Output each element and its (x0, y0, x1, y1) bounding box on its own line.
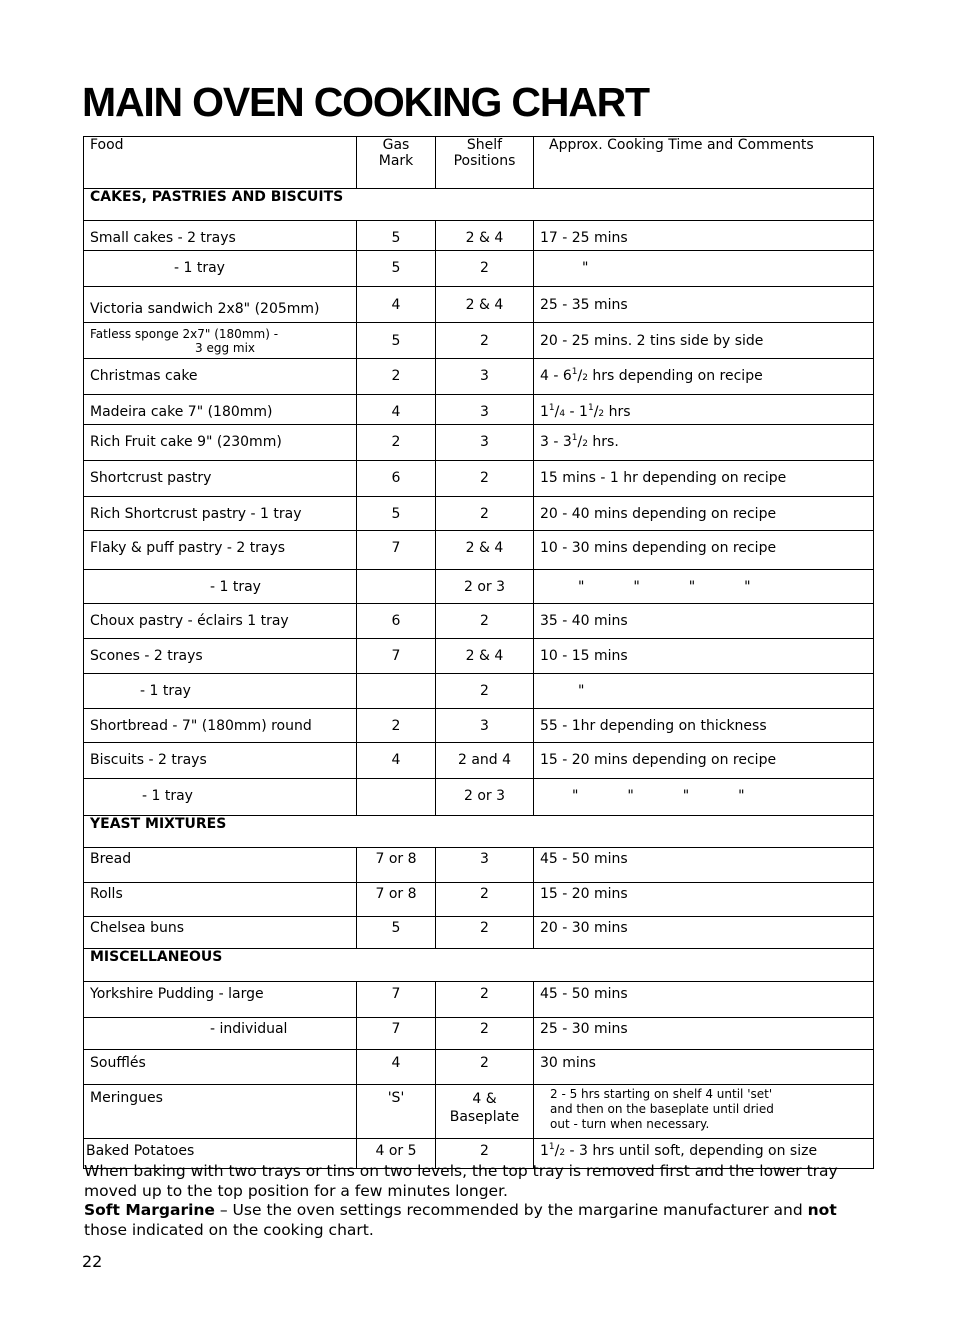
gas-cell: 4 (357, 743, 436, 779)
time-cell: $1^1/2 - 3$ hrs until soft, depending on size (534, 1139, 874, 1169)
shelf-cell: 2 (436, 982, 534, 1018)
header-food: Food (84, 137, 357, 189)
time-cell: 55 - 1hr depending on thickness (534, 709, 874, 743)
table-row (84, 531, 874, 570)
header-gas-mark: Gas Mark (357, 137, 436, 189)
gas-cell: 4 or 5 (357, 1139, 436, 1169)
time-cell: 25 - 30 mins (534, 1018, 874, 1050)
time-cell: " (534, 251, 874, 287)
gas-cell (357, 779, 436, 816)
page-number: 22 (82, 1252, 103, 1271)
food-cell: Soufflés (84, 1050, 357, 1085)
page-title: MAIN OVEN COOKING CHART (82, 79, 649, 125)
shelf-cell: 2 (436, 1050, 534, 1085)
food-cell: Shortcrust pastry (84, 461, 357, 497)
section-misc: MISCELLANEOUS (84, 949, 874, 982)
gas-cell: 4 (357, 1050, 436, 1085)
gas-cell: 6 (357, 461, 436, 497)
time-cell: 20 - 30 mins (534, 917, 874, 949)
gas-cell: 7 (357, 639, 436, 674)
shelf-cell: 2 or 3 (436, 570, 534, 604)
time-cell: 35 - 40 mins (534, 604, 874, 639)
time-cell: " " " " (534, 570, 874, 604)
gas-cell: 7 (357, 982, 436, 1018)
gas-cell: 2 (357, 425, 436, 461)
food-cell: Christmas cake (84, 359, 357, 395)
time-cell: 10 - 15 mins (534, 639, 874, 674)
shelf-cell: 3 (436, 395, 534, 425)
table-row (84, 570, 874, 604)
food-cell: - 1 tray (84, 570, 357, 604)
food-cell: Fatless sponge 2x7" (180mm) - 3 egg mix (84, 323, 357, 359)
gas-cell: 'S' (357, 1085, 436, 1139)
table-row (84, 1018, 874, 1050)
table-row (84, 709, 874, 743)
table-row (84, 497, 874, 531)
shelf-cell: 2 (436, 323, 534, 359)
food-cell: Chelsea buns (84, 917, 357, 949)
shelf-cell: 4 & Baseplate (436, 1085, 534, 1139)
food-cell: Bread (84, 848, 357, 883)
table-row (84, 982, 874, 1018)
shelf-cell: 2 (436, 1018, 534, 1050)
section-row (84, 189, 874, 221)
time-cell: " " " " (534, 779, 874, 816)
gas-cell: 5 (357, 917, 436, 949)
food-cell: Shortbread - 7" (180mm) round (84, 709, 357, 743)
food-cell: Yorkshire Pudding - large (84, 982, 357, 1018)
time-cell: " (534, 674, 874, 709)
food-cell: Choux pastry - éclairs 1 tray (84, 604, 357, 639)
food-cell: - 1 tray (84, 674, 357, 709)
food-cell: Victoria sandwich 2x8" (205mm) (84, 287, 357, 323)
food-cell: - 1 tray (84, 779, 357, 816)
shelf-cell: 3 (436, 848, 534, 883)
gas-cell: 7 (357, 531, 436, 570)
time-cell: 25 - 35 mins (534, 287, 874, 323)
table-row (84, 674, 874, 709)
shelf-cell: 2 & 4 (436, 287, 534, 323)
table-row (84, 917, 874, 949)
gas-cell: 4 (357, 395, 436, 425)
food-cell: Scones - 2 trays (84, 639, 357, 674)
shelf-cell: 3 (436, 359, 534, 395)
shelf-cell: 2 and 4 (436, 743, 534, 779)
gas-cell: 4 (357, 287, 436, 323)
shelf-cell: 2 (436, 883, 534, 917)
shelf-cell: 3 (436, 709, 534, 743)
time-cell: 20 - 25 mins. 2 tins side by side (534, 323, 874, 359)
time-cell: 30 mins (534, 1050, 874, 1085)
table-row (84, 251, 874, 287)
shelf-cell: 2 (436, 461, 534, 497)
table-row (84, 323, 874, 359)
food-cell: Biscuits - 2 trays (84, 743, 357, 779)
header-shelf-positions: Shelf Positions (436, 137, 534, 189)
section-yeast: YEAST MIXTURES (84, 816, 874, 848)
header-comments: Approx. Cooking Time and Comments (534, 137, 874, 189)
note-soft-margarine: Soft Margarine – Use the oven settings recommended by the margarine manufacturer and not those indicated on the cooking chart. (84, 1201, 837, 1239)
shelf-cell: 2 & 4 (436, 639, 534, 674)
table-row (84, 287, 874, 323)
gas-cell: 7 or 8 (357, 883, 436, 917)
time-cell: 17 - 25 mins (534, 221, 874, 251)
time-cell: $3 - 3^1/2$ hrs. (534, 425, 874, 461)
gas-cell (357, 674, 436, 709)
shelf-cell: 2 & 4 (436, 531, 534, 570)
shelf-cell: 2 (436, 497, 534, 531)
food-cell: Flaky & puff pastry - 2 trays (84, 531, 357, 570)
table-row (84, 848, 874, 883)
food-cell: Baked Potatoes (84, 1139, 357, 1169)
time-cell: 15 - 20 mins depending on recipe (534, 743, 874, 779)
gas-cell: 2 (357, 359, 436, 395)
shelf-cell: 2 (436, 917, 534, 949)
gas-cell: 2 (357, 709, 436, 743)
section-cakes: CAKES, PASTRIES AND BISCUITS (84, 189, 874, 221)
shelf-cell: 2 (436, 674, 534, 709)
gas-cell: 5 (357, 497, 436, 531)
shelf-cell: 2 (436, 1139, 534, 1169)
time-cell: 15 mins - 1 hr depending on recipe (534, 461, 874, 497)
gas-cell: 5 (357, 251, 436, 287)
shelf-cell: 3 (436, 425, 534, 461)
time-cell: 20 - 40 mins depending on recipe (534, 497, 874, 531)
food-cell: Rich Fruit cake 9" (230mm) (84, 425, 357, 461)
food-cell: Madeira cake 7" (180mm) (84, 395, 357, 425)
table-row (84, 221, 874, 251)
table-row (84, 604, 874, 639)
time-cell: 2 - 5 hrs starting on shelf 4 until 'set' and then on the baseplate until dried out - turn when necessary. (534, 1085, 874, 1139)
table-row (84, 779, 874, 816)
gas-cell: 5 (357, 221, 436, 251)
gas-cell: 7 or 8 (357, 848, 436, 883)
table-header-row (84, 137, 874, 189)
gas-cell: 7 (357, 1018, 436, 1050)
food-cell: - 1 tray (84, 251, 357, 287)
table-row (84, 461, 874, 497)
time-cell: $1^1/4 - 1^1/2$ hrs (534, 395, 874, 425)
notes (84, 1162, 876, 1240)
shelf-cell: 2 (436, 604, 534, 639)
time-cell: $4 - 6^1/2$ hrs depending on recipe (534, 359, 874, 395)
section-row (84, 949, 874, 982)
food-cell: Meringues (84, 1085, 357, 1139)
food-cell: - individual (84, 1018, 357, 1050)
time-cell: 10 - 30 mins depending on recipe (534, 531, 874, 570)
table-row (84, 425, 874, 461)
section-row (84, 816, 874, 848)
cooking-chart-table (83, 136, 874, 1169)
food-cell: Small cakes - 2 trays (84, 221, 357, 251)
food-cell: Rich Shortcrust pastry - 1 tray (84, 497, 357, 531)
table-row (84, 883, 874, 917)
food-cell: Rolls (84, 883, 357, 917)
shelf-cell: 2 (436, 251, 534, 287)
shelf-cell: 2 or 3 (436, 779, 534, 816)
table-row (84, 359, 874, 395)
table-row (84, 1050, 874, 1085)
table-row (84, 1085, 874, 1139)
table-row (84, 639, 874, 674)
table-row (84, 395, 874, 425)
table-row (84, 743, 874, 779)
gas-cell: 6 (357, 604, 436, 639)
time-cell: 15 - 20 mins (534, 883, 874, 917)
time-cell: 45 - 50 mins (534, 982, 874, 1018)
gas-cell (357, 570, 436, 604)
time-cell: 45 - 50 mins (534, 848, 874, 883)
shelf-cell: 2 & 4 (436, 221, 534, 251)
gas-cell: 5 (357, 323, 436, 359)
note-two-trays: When baking with two trays or tins on two levels, the top tray is removed first and the lower tray moved up to the top position for a few minutes longer. (84, 1162, 838, 1200)
